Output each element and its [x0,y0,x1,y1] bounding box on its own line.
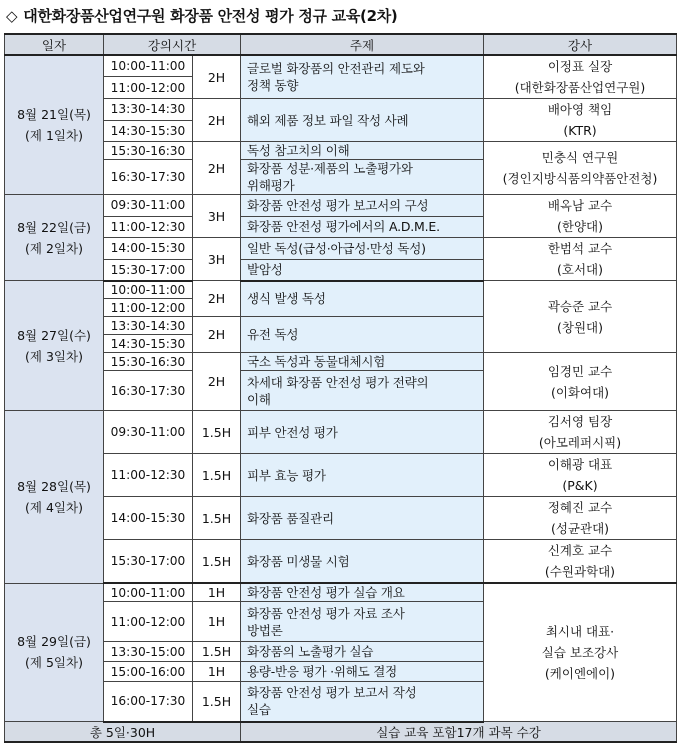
topic-cell [241,99,484,142]
lecturer-cell [484,55,677,99]
topic-line: 화장품 품질관리 [247,510,334,526]
lecturer-cell [484,454,677,497]
lecturer-cell [484,195,677,238]
lecturer-cell [484,238,677,281]
time-cell: 14:30-15:30 [104,335,193,353]
topic-cell [241,353,484,371]
lecturer-name: 임경민 교수 [547,363,613,379]
topic-line: 피부 안전성 평가 [247,424,338,440]
lecturer-name: 정혜진 교수 [547,500,613,515]
date-cell [5,411,104,584]
footer-row [5,722,677,742]
time-cell: 13:30-15:00 [104,642,193,662]
topic-line: 용량-반응 평가 ·위해도 결정 [247,664,398,679]
lecturer-role: 실습 보조강사 [541,645,619,660]
duration-cell: 1.5H [193,682,241,722]
time-cell: 09:30-11:00 [104,411,193,454]
time-cell: 15:30-16:30 [104,353,193,371]
date-label: 8월 22일(금) [17,219,91,235]
table-row [5,497,677,540]
lecturer-org: (대한화장품산업연구원) [514,80,646,95]
topic-line: 정책 동향 [247,78,299,93]
topic-line: 글로벌 화장품의 안전관리 제도와 [247,61,425,76]
topic-cell [241,454,484,497]
time-cell: 13:30-14:30 [104,317,193,335]
time-cell: 11:00-12:30 [104,216,193,238]
lecturer-org: (P&K) [562,478,598,493]
topic-line: 화장품 성분·제품의 노출평가와 [247,161,413,176]
topic-cell [241,55,484,99]
table-row [5,281,677,299]
table-row [5,583,677,602]
lecturer-name: 신계호 교수 [547,543,613,558]
topic-line: 해외 제품 정보 파일 작성 사례 [247,112,409,128]
topic-line: 이해 [247,391,271,407]
duration-cell: 2H [193,281,241,317]
session-label: (제 2일차) [25,240,83,256]
topic-cell [241,259,484,281]
topic-line: 화장품 안전성 평가 보고서의 구성 [247,197,429,213]
table-row [5,99,677,121]
lecturer-cell [484,99,677,142]
duration-cell: 3H [193,195,241,238]
header-topic: 주제 [241,34,484,55]
date-cell [5,583,104,722]
topic-cell [241,216,484,238]
time-cell: 09:30-11:00 [104,195,193,217]
header-lecturer: 강사 [484,34,677,55]
table-row [5,454,677,497]
topic-line: 발암성 [247,262,283,277]
lecturer-org: (이화여대) [550,384,610,400]
lecturer-name: 민충식 연구원 [541,150,619,165]
lecturer-name: 이정표 실장 [547,59,613,74]
lecturer-org: (창원대) [557,319,603,335]
lecturer-name: 김서영 팀장 [547,414,613,429]
topic-cell [241,411,484,454]
session-label: (제 1일차) [25,128,83,143]
topic-cell [241,371,484,411]
duration-cell: 1H [193,583,241,602]
topic-line: 피부 효능 평가 [247,467,326,483]
topic-line: 일반 독성(급성·아급성·만성 독성) [247,240,426,256]
time-cell: 16:30-17:30 [104,160,193,195]
topic-cell [241,238,484,260]
topic-cell [241,682,484,722]
date-label: 8월 21일(목) [17,107,91,122]
session-label: (제 3일차) [25,348,83,364]
date-label: 8월 27일(수) [17,327,91,343]
header-date: 일자 [5,34,104,55]
topic-cell [241,602,484,642]
lecturer-cell [484,411,677,454]
topic-line: 화장품 미생물 시험 [247,553,350,569]
duration-cell: 2H [193,99,241,142]
topic-cell [241,662,484,682]
lecturer-org: (KTR) [563,123,597,138]
duration-cell: 1.5H [193,411,241,454]
table-row [5,142,677,160]
duration-cell: 2H [193,317,241,353]
time-cell: 13:30-14:30 [104,99,193,121]
date-label: 8월 28일(목) [17,478,91,494]
topic-cell [241,642,484,662]
topic-cell [241,583,484,602]
lecturer-cell [484,142,677,195]
lecturer-org: (호서대) [557,262,603,277]
topic-line: 화장품 안전성 평가 실습 개요 [247,585,405,600]
duration-cell: 1H [193,602,241,642]
topic-line: 화장품의 노출평가 실습 [247,644,374,659]
lecturer-name: 배옥남 교수 [547,198,613,213]
diamond-icon: ◇ [6,7,18,25]
topic-line: 차세대 화장품 안전성 평가 전략의 [247,374,429,390]
lecturer-cell [484,583,677,722]
topic-line: 유전 독성 [247,327,299,342]
table-row [5,195,677,217]
lecturer-name: 이해광 대표 [547,457,613,472]
lecturer-org: (수원과학대) [544,564,616,579]
topic-line: 독성 참고치의 이해 [247,143,350,158]
topic-cell [241,540,484,584]
duration-cell: 2H [193,353,241,411]
session-label: (제 4일차) [25,499,83,515]
topic-line: 실습 [247,702,271,718]
table-row [5,411,677,454]
page-title [6,3,397,29]
topic-cell [241,160,484,195]
lecturer-cell [484,497,677,540]
footer-total: 총 5일·30H [5,722,241,742]
time-cell: 16:30-17:30 [104,371,193,411]
date-cell [5,55,104,195]
lecturer-cell [484,281,677,353]
duration-cell: 1.5H [193,642,241,662]
topic-line: 화장품 안전성 평가에서의 A.D.M.E. [247,219,440,235]
duration-cell: 1.5H [193,497,241,540]
lecturer-org: (아모레퍼시픽) [538,435,622,450]
topic-cell [241,195,484,217]
topic-line: 화장품 안전성 평가 자료 조사 [247,605,405,621]
time-cell: 11:00-12:00 [104,77,193,99]
time-cell: 11:00-12:00 [104,602,193,642]
header-row [5,34,677,55]
duration-cell: 3H [193,238,241,281]
lecturer-name: 최시내 대표· [545,624,615,639]
lecturer-org: (한양대) [557,219,603,234]
lecturer-cell [484,540,677,584]
table-row [5,55,677,77]
date-label: 8월 29일(금) [17,634,91,650]
duration-cell: 2H [193,142,241,195]
time-cell: 14:30-15:30 [104,120,193,142]
topic-line: 방법론 [247,622,283,638]
topic-line: 화장품 안전성 평가 보고서 작성 [247,685,417,701]
date-cell [5,281,104,411]
topic-line: 위해평가 [247,178,295,193]
time-cell: 15:30-16:30 [104,142,193,160]
time-cell: 11:00-12:30 [104,454,193,497]
time-cell: 16:00-17:30 [104,682,193,722]
lecturer-org: (경인지방식품의약품안전청) [502,171,658,186]
table-row [5,353,677,371]
table-row [5,540,677,584]
lecturer-org: (성균관대) [550,521,610,536]
time-cell: 10:00-11:00 [104,281,193,299]
topic-cell [241,142,484,160]
duration-cell: 1.5H [193,540,241,584]
header-time: 강의시간 [104,34,241,55]
time-cell: 10:00-11:00 [104,583,193,602]
lecturer-name: 곽승준 교수 [547,298,613,314]
footer-note: 실습 교육 포함17개 과목 수강 [241,722,677,742]
session-label: (제 5일차) [25,655,83,671]
time-cell: 15:00-16:00 [104,662,193,682]
duration-cell: 2H [193,55,241,99]
time-cell: 15:30-17:00 [104,259,193,281]
time-cell: 10:00-11:00 [104,55,193,77]
topic-line: 생식 발생 독성 [247,291,326,307]
date-cell [5,195,104,281]
time-cell: 15:30-17:00 [104,540,193,584]
time-cell: 11:00-12:00 [104,299,193,317]
topic-cell [241,281,484,317]
time-cell: 14:00-15:30 [104,238,193,260]
time-cell: 14:00-15:30 [104,497,193,540]
duration-cell: 1.5H [193,454,241,497]
topic-cell [241,497,484,540]
duration-cell: 1H [193,662,241,682]
lecturer-cell [484,353,677,411]
lecturer-name: 배아영 책임 [547,102,613,117]
topic-cell [241,317,484,353]
lecturer-org: (케이엔에이) [544,666,616,681]
lecturer-name: 한범석 교수 [547,241,613,256]
topic-line: 국소 독성과 동물대체시험 [247,354,386,369]
table-row [5,238,677,260]
schedule-table [4,33,677,743]
title-text: 대한화장품산업연구원 화장품 안전성 평가 정규 교육(2차) [23,7,398,25]
